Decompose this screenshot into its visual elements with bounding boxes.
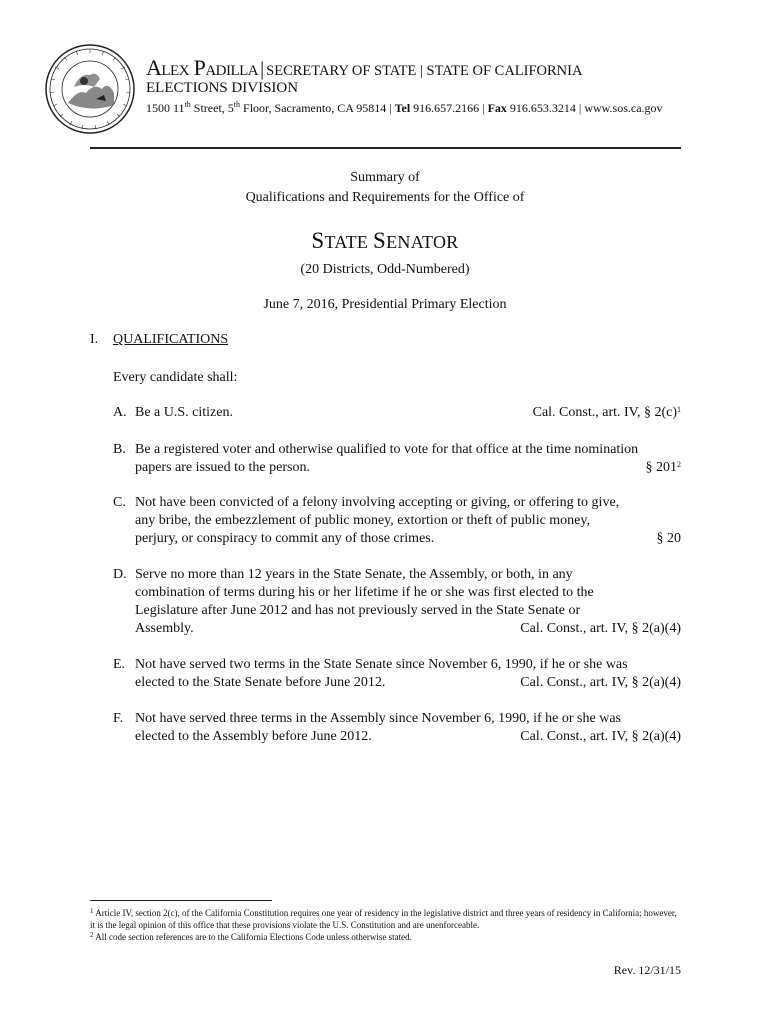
great-seal-of-california-icon	[44, 43, 136, 135]
section-intro: Every candidate shall:	[113, 370, 238, 385]
office-title-heading: STATE SENATOR	[311, 228, 459, 253]
citation: Cal. Const., art. IV, § 2(a)(4)	[520, 675, 681, 690]
citation: § 20	[656, 531, 681, 546]
section-heading	[90, 332, 228, 348]
address-line: 1500 11th Street, 5th Floor, Sacramento, CA 95814 | Tel 916.657.2166 | Fax 916.653.3214 | www.sos.ca.gov	[146, 100, 663, 115]
summary-heading: Summary of Qualifications and Requirements for the Office of	[245, 170, 525, 205]
list-item: C. Not have been convicted of a felony involving accepting or giving, or offering to give, any bribe, the embezzlement of public money, extortion or theft of public money, perjury, or conspiracy to commit any of those crimes. § 20	[113, 495, 681, 546]
list-item: E. Not have served two terms in the State Senate since November 6, 1990, if he or she was elected to the State Senate before June 2012. Cal. Const., art. IV, § 2(a)(4)	[113, 657, 681, 690]
footnote-rule	[90, 900, 272, 901]
citation: § $201^2$	[645, 460, 681, 475]
districts-subtitle: (20 Districts, Odd-Numbered)	[300, 262, 470, 277]
list-item: A. Be a U.S. citizen. Cal. Const., art. IV, § $2(c)^1$	[113, 405, 681, 420]
list-item: B. Be a registered voter and otherwise qualified to vote for that office at the time nomination papers are issued to the person. § $201^2$	[113, 442, 681, 475]
list-item: D. Serve no more than 12 years in the State Senate, the Assembly, or both, in any combination of terms during his or her lifetime if he or she was first elected to the Legislature after June 2012 and has not previously served in the State Senate or Assembly. Cal. Const., art. IV, § 2(a)(4)	[113, 567, 681, 636]
list-item: F. Not have served three terms in the Assembly since November 6, 1990, if he or she was elected to the Assembly before June 2012. Cal. Const., art. IV, § 2(a)(4)	[113, 711, 681, 744]
election-date: June 7, 2016, Presidential Primary Election	[263, 297, 507, 312]
division-name: ELECTIONS DIVISION	[146, 80, 299, 96]
secretary-name: ALEX PADILLA	[146, 55, 259, 80]
citation: Cal. Const., art. IV, § 2(a)(4)	[520, 621, 681, 636]
citation: Cal. Const., art. IV, § $2(c)^1$	[532, 405, 681, 420]
letterhead	[146, 55, 746, 115]
section-number: I.	[90, 332, 99, 347]
separator: |	[260, 58, 265, 80]
footnote-1: $^1$ Article IV, section 2(c), of the California Constitution requires one year of residency in the legislative district and three years of residency in California; however, it is the legal opinion of this office that these provisions violate the U.S. Constitution and are unenforceable.	[90, 907, 677, 930]
section-title: QUALIFICATIONS	[113, 332, 229, 347]
office-title: SECRETARY OF STATE | STATE OF CALIFORNIA	[266, 63, 583, 79]
citation: Cal. Const., art. IV, § 2(a)(4)	[520, 729, 681, 744]
header-rule	[90, 147, 681, 149]
footnote-2: $^2$ All code section references are to the California Elections Code unless otherwise stated.	[90, 931, 412, 942]
revision-date: Rev. 12/31/15	[613, 963, 681, 977]
footnotes	[90, 907, 682, 943]
letterhead-title	[146, 55, 746, 81]
